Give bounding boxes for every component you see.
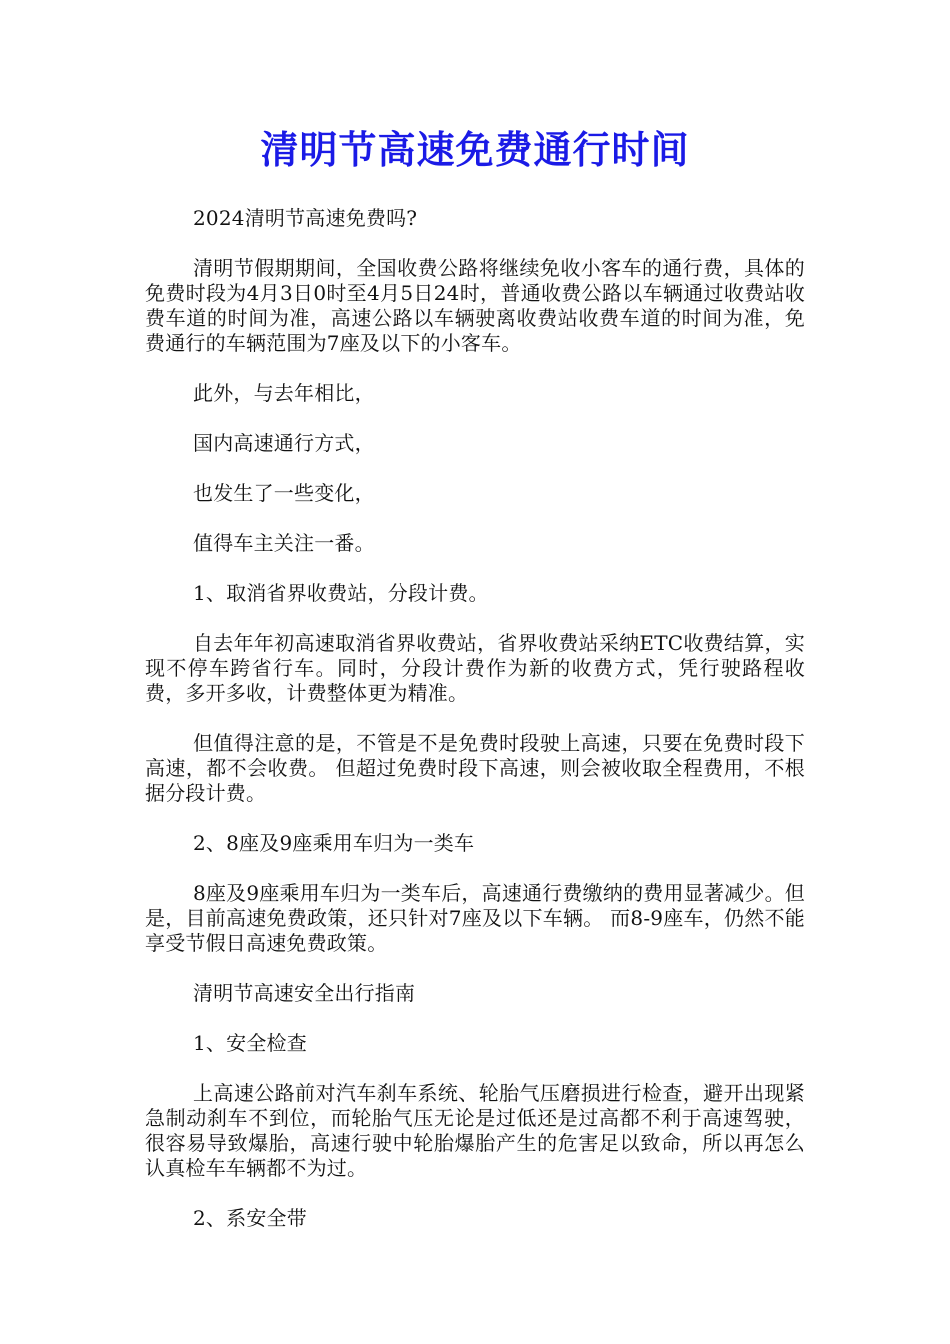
paragraph: 8座及9座乘用车归为一类车后，高速通行费缴纳的费用显著减少。但是，目前高速免费政策，还只针对7座及以下车辆。 而8-9座车，仍然不能享受节假日高速免费政策。: [145, 881, 805, 955]
paragraph: 2024清明节高速免费吗?: [193, 206, 418, 230]
paragraph: 国内高速通行方式，: [193, 431, 375, 455]
document-title: 清明节高速免费通行时间: [260, 128, 690, 172]
paragraph: 自去年年初高速取消省界收费站，省界收费站采纳ETC收费结算，实现不停车跨省行车。同时，分段计费作为新的收费方式，凭行驶路程收费，多开多收，计费整体更为精准。: [145, 631, 805, 705]
section-heading: 2、系安全带: [193, 1206, 307, 1230]
paragraph: 清明节假期期间，全国收费公路将继续免收小客车的通行费，具体的免费时段为4月3日0时至4月5日24时，普通收费公路以车辆通过收费站收费车道的时间为准，高速公路以车辆驶离收费站收费车道的时间为准，免费通行的车辆范围为7座及以下的小客车。: [145, 256, 805, 355]
section-heading: 2、8座及9座乘用车归为一类车: [193, 831, 475, 855]
section-heading: 1、安全检查: [193, 1031, 307, 1055]
paragraph: 值得车主关注一番。: [193, 531, 375, 555]
paragraph: 也发生了一些变化，: [193, 481, 375, 505]
paragraph: 此外，与去年相比，: [193, 381, 375, 405]
section-heading: 清明节高速安全出行指南: [193, 981, 416, 1005]
paragraph: 上高速公路前对汽车刹车系统、轮胎气压磨损进行检查，避开出现紧急制动刹车不到位，而轮胎气压无论是过低还是过高都不利于高速驾驶，很容易导致爆胎，高速行驶中轮胎爆胎产生的危害足以致命，所以再怎么认真检车车辆都不为过。: [145, 1081, 805, 1180]
paragraph: 但值得注意的是，不管是不是免费时段驶上高速，只要在免费时段下高速，都不会收费。 但超过免费时段下高速，则会被收取全程费用，不根据分段计费。: [145, 731, 805, 805]
section-heading: 1、取消省界收费站，分段计费。: [193, 581, 489, 605]
